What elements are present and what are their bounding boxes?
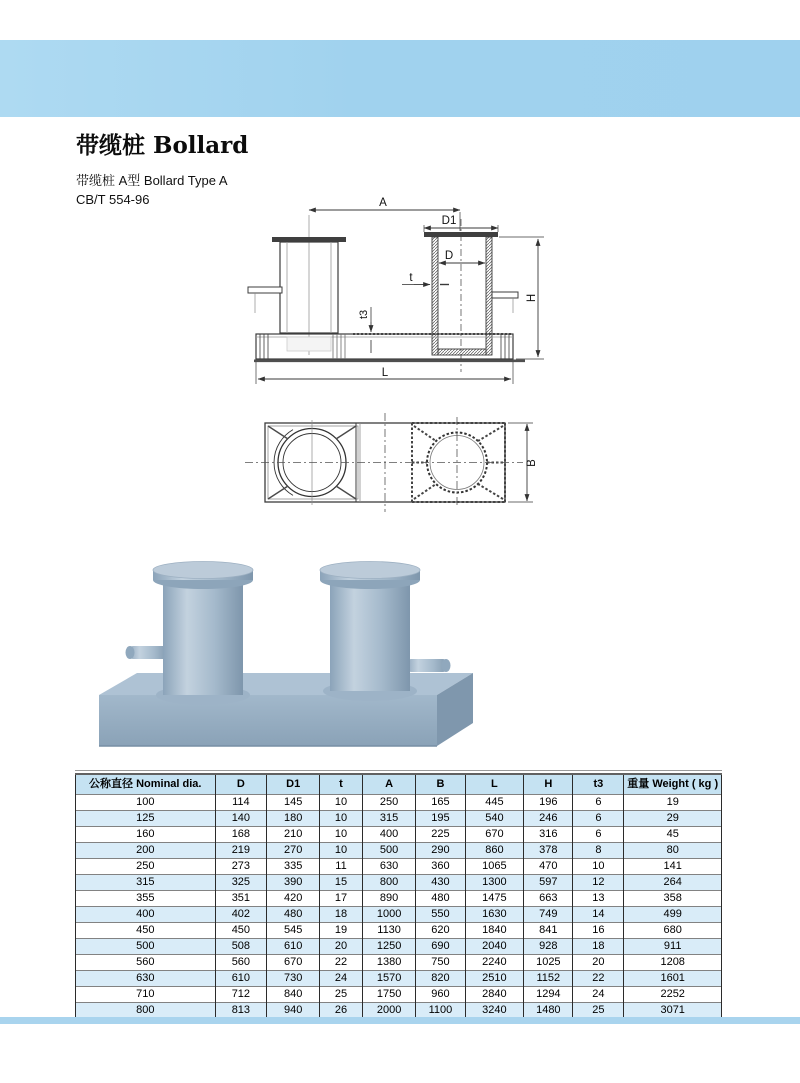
base-front-face <box>99 695 437 746</box>
top-decorative-band <box>0 40 800 117</box>
spec-table-row <box>76 939 722 955</box>
spec-table-cell: 1100 <box>416 1003 465 1020</box>
spec-table-cell: 800 <box>362 875 416 891</box>
spec-table-cell: 1840 <box>465 923 524 939</box>
spec-table-cell: 1475 <box>465 891 524 907</box>
spec-table-cell: 3240 <box>465 1003 524 1020</box>
spec-table-header-cell: A <box>362 774 416 795</box>
spec-table-cell: 712 <box>215 987 267 1003</box>
spec-table-cell: 670 <box>267 955 320 971</box>
spec-table-cell: 316 <box>524 827 573 843</box>
spec-table-cell: 196 <box>524 795 573 811</box>
spec-table-cell: 2040 <box>465 939 524 955</box>
spec-table-cell: 26 <box>320 1003 363 1020</box>
spec-table-cell: 550 <box>416 907 465 923</box>
spec-table-cell: 730 <box>267 971 320 987</box>
spec-table-cell: 800 <box>76 1003 216 1020</box>
spec-table-cell: 12 <box>573 875 624 891</box>
spec-table-cell: 911 <box>624 939 722 955</box>
spec-table-cell: 1025 <box>524 955 573 971</box>
spec-table-cell: 80 <box>624 843 722 859</box>
spec-table-cell: 355 <box>76 891 216 907</box>
spec-table-cell: 325 <box>215 875 267 891</box>
spec-table-header-cell: D1 <box>267 774 320 795</box>
spec-table-row <box>76 827 722 843</box>
dim-label-D1: D1 <box>441 215 457 227</box>
spec-table-row <box>76 907 722 923</box>
spec-table-cell: 10 <box>320 811 363 827</box>
bollard-photo <box>85 543 500 768</box>
spec-table-cell: 19 <box>624 795 722 811</box>
spec-table-cell: 2240 <box>465 955 524 971</box>
spec-table-cell: 10 <box>320 795 363 811</box>
spec-table-row <box>76 955 722 971</box>
spec-table-cell: 928 <box>524 939 573 955</box>
spec-table-cell: 250 <box>362 795 416 811</box>
spec-table-cell: 100 <box>76 795 216 811</box>
spec-table-header-cell: t <box>320 774 363 795</box>
spec-table-cell: 610 <box>215 971 267 987</box>
spec-table-cell: 400 <box>362 827 416 843</box>
spec-table-cell: 1152 <box>524 971 573 987</box>
spec-table-cell: 610 <box>267 939 320 955</box>
spec-table-cell: 1065 <box>465 859 524 875</box>
spec-table-row <box>76 971 722 987</box>
spec-table-container <box>75 770 722 1023</box>
spec-table-cell: 1601 <box>624 971 722 987</box>
spec-table-cell: 125 <box>76 811 216 827</box>
spec-table-cell: 960 <box>416 987 465 1003</box>
spec-table-row <box>76 843 722 859</box>
spec-table-cell: 290 <box>416 843 465 859</box>
spec-table-cell: 620 <box>416 923 465 939</box>
spec-table-cell: 840 <box>267 987 320 1003</box>
spec-table-cell: 630 <box>362 859 416 875</box>
spec-table-cell: 13 <box>573 891 624 907</box>
spec-table-header-cell: H <box>524 774 573 795</box>
spec-table-cell: 1294 <box>524 987 573 1003</box>
spec-table-cell: 480 <box>267 907 320 923</box>
spec-table-cell: 390 <box>267 875 320 891</box>
spec-table-cell: 141 <box>624 859 722 875</box>
spec-table-header-cell: 重量 Weight ( kg ) <box>624 774 722 795</box>
spec-table-cell: 15 <box>320 875 363 891</box>
spec-table-cell: 114 <box>215 795 267 811</box>
spec-table-cell: 6 <box>573 795 624 811</box>
spec-table-cell: 17 <box>320 891 363 907</box>
spec-table-cell: 270 <box>267 843 320 859</box>
spec-table-cell: 2840 <box>465 987 524 1003</box>
spec-table-cell: 710 <box>76 987 216 1003</box>
spec-table-cell: 195 <box>416 811 465 827</box>
spec-table-cell: 22 <box>573 971 624 987</box>
spec-table-cell: 200 <box>76 843 216 859</box>
spec-table-body <box>76 795 722 1020</box>
spec-table-cell: 820 <box>416 971 465 987</box>
spec-table-cell: 225 <box>416 827 465 843</box>
spec-table-cell: 45 <box>624 827 722 843</box>
base-top-face <box>99 673 473 695</box>
spec-table-cell: 273 <box>215 859 267 875</box>
spec-table-row <box>76 923 722 939</box>
spec-table-cell: 420 <box>267 891 320 907</box>
spec-table-cell: 480 <box>416 891 465 907</box>
spec-table-cell: 445 <box>465 795 524 811</box>
spec-table-cell: 24 <box>573 987 624 1003</box>
spec-table-cell: 10 <box>320 827 363 843</box>
spec-table-cell: 2510 <box>465 971 524 987</box>
spec-table-cell: 11 <box>320 859 363 875</box>
spec-table-header-cell: B <box>416 774 465 795</box>
spec-table-cell: 29 <box>624 811 722 827</box>
page-subtitle: 带缆桩 A型 Bollard Type A <box>76 173 228 188</box>
spec-table-cell: 145 <box>267 795 320 811</box>
spec-table-cell: 940 <box>267 1003 320 1020</box>
spec-table-cell: 3071 <box>624 1003 722 1020</box>
spec-table-cell: 264 <box>624 875 722 891</box>
spec-table-row <box>76 859 722 875</box>
spec-table-cell: 19 <box>320 923 363 939</box>
dim-label-L: L <box>381 367 389 379</box>
spec-table-cell: 22 <box>320 955 363 971</box>
spec-table-cell: 246 <box>524 811 573 827</box>
spec-table-cell: 165 <box>416 795 465 811</box>
spec-table-cell: 450 <box>215 923 267 939</box>
spec-table-cell: 335 <box>267 859 320 875</box>
spec-table-cell: 1208 <box>624 955 722 971</box>
spec-table-cell: 860 <box>465 843 524 859</box>
standard-number: CB/T 554-96 <box>76 192 150 207</box>
spec-table-cell: 16 <box>573 923 624 939</box>
spec-table-cell: 360 <box>416 859 465 875</box>
spec-table-cell: 680 <box>624 923 722 939</box>
spec-table-cell: 1130 <box>362 923 416 939</box>
spec-table-cell: 358 <box>624 891 722 907</box>
title-block <box>76 127 248 207</box>
spec-table-cell: 315 <box>362 811 416 827</box>
spec-table-cell: 25 <box>320 987 363 1003</box>
top-view <box>245 413 538 512</box>
spec-table-cell: 2000 <box>362 1003 416 1020</box>
spec-table-header-cell: L <box>465 774 524 795</box>
spec-table-cell: 160 <box>76 827 216 843</box>
spec-table-cell: 750 <box>416 955 465 971</box>
spec-table-cell: 315 <box>76 875 216 891</box>
dim-label-H: H <box>526 293 538 303</box>
spec-table-header-row <box>76 774 722 795</box>
spec-table-cell: 500 <box>362 843 416 859</box>
spec-table-cell: 1000 <box>362 907 416 923</box>
dim-label-t3: t3 <box>358 309 370 319</box>
spec-table-cell: 400 <box>76 907 216 923</box>
dim-label-D: D <box>444 250 454 262</box>
spec-table-cell: 597 <box>524 875 573 891</box>
spec-table-cell: 630 <box>76 971 216 987</box>
spec-table-cell: 1480 <box>524 1003 573 1020</box>
spec-table-cell: 890 <box>362 891 416 907</box>
spec-table-row <box>76 987 722 1003</box>
spec-table-cell: 749 <box>524 907 573 923</box>
side-view <box>248 197 544 384</box>
spec-table-cell: 180 <box>267 811 320 827</box>
spec-table-header-cell: t3 <box>573 774 624 795</box>
spec-table-cell: 140 <box>215 811 267 827</box>
spec-table-cell: 8 <box>573 843 624 859</box>
spec-table-row <box>76 875 722 891</box>
spec-table-cell: 1570 <box>362 971 416 987</box>
spec-table-cell: 450 <box>76 923 216 939</box>
spec-table-header-cell: D <box>215 774 267 795</box>
spec-table-cell: 2252 <box>624 987 722 1003</box>
spec-table-cell: 20 <box>320 939 363 955</box>
spec-table-cell: 378 <box>524 843 573 859</box>
spec-table-row <box>76 891 722 907</box>
spec-table-cell: 168 <box>215 827 267 843</box>
spec-table-cell: 508 <box>215 939 267 955</box>
spec-table-cell: 430 <box>416 875 465 891</box>
spec-table-cell: 6 <box>573 827 624 843</box>
spec-table-cell: 1750 <box>362 987 416 1003</box>
spec-table-cell: 250 <box>76 859 216 875</box>
spec-table-cell: 545 <box>267 923 320 939</box>
spec-table-cell: 1380 <box>362 955 416 971</box>
spec-table-row <box>76 811 722 827</box>
spec-table-cell: 670 <box>465 827 524 843</box>
spec-table-row <box>76 795 722 811</box>
spec-table-cell: 841 <box>524 923 573 939</box>
dim-label-A: A <box>379 197 387 209</box>
spec-table-cell: 25 <box>573 1003 624 1020</box>
spec-table-cell: 24 <box>320 971 363 987</box>
spec-table-cell: 560 <box>215 955 267 971</box>
spec-table-cell: 663 <box>524 891 573 907</box>
spec-table-cell: 10 <box>320 843 363 859</box>
spec-table-cell: 10 <box>573 859 624 875</box>
spec-table-cell: 540 <box>465 811 524 827</box>
spec-table-cell: 1300 <box>465 875 524 891</box>
spec-table-cell: 18 <box>573 939 624 955</box>
spec-table <box>75 773 722 1020</box>
page-title: 带缆桩 Bollard <box>76 132 249 159</box>
spec-table-header-cell: 公称直径 Nominal dia. <box>76 774 216 795</box>
spec-table-cell: 351 <box>215 891 267 907</box>
dim-label-t: t <box>409 272 413 284</box>
spec-table-cell: 210 <box>267 827 320 843</box>
spec-table-cell: 20 <box>573 955 624 971</box>
technical-drawing <box>225 195 605 545</box>
spec-table-cell: 402 <box>215 907 267 923</box>
spec-table-cell: 1630 <box>465 907 524 923</box>
spec-table-cell: 6 <box>573 811 624 827</box>
spec-table-cell: 813 <box>215 1003 267 1020</box>
spec-table-cell: 14 <box>573 907 624 923</box>
spec-table-cell: 690 <box>416 939 465 955</box>
dim-label-B: B <box>526 459 538 467</box>
spec-table-cell: 560 <box>76 955 216 971</box>
spec-table-cell: 499 <box>624 907 722 923</box>
bottom-decorative-band <box>0 1017 800 1024</box>
spec-table-cell: 470 <box>524 859 573 875</box>
spec-table-cell: 1250 <box>362 939 416 955</box>
spec-table-cell: 18 <box>320 907 363 923</box>
spec-table-cell: 219 <box>215 843 267 859</box>
spec-table-cell: 500 <box>76 939 216 955</box>
